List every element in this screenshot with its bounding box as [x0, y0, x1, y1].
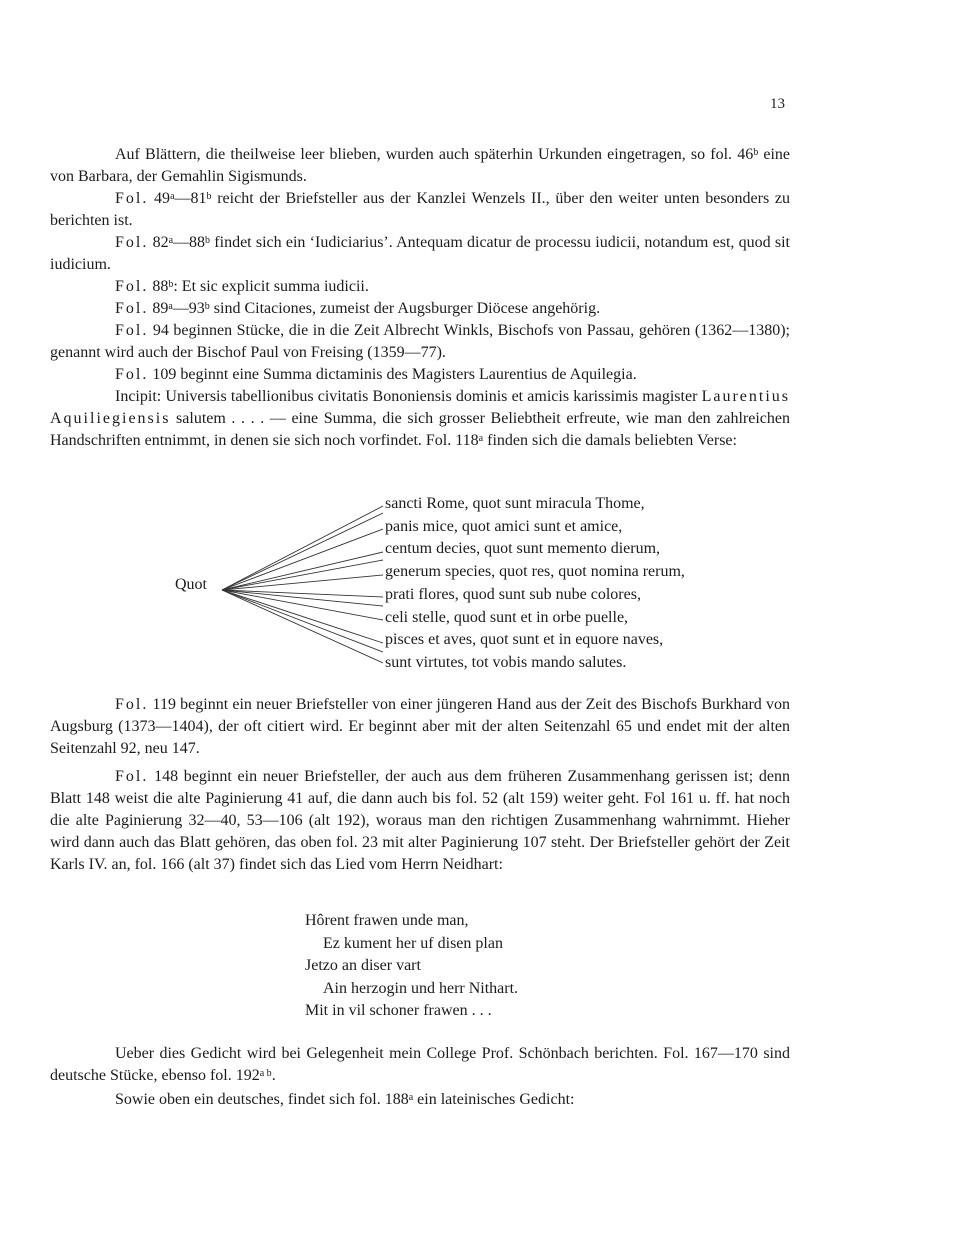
- paragraph-6: Fol. 94 beginnen Stücke, die in die Zeit Albrecht Winkls, Bischofs von Passau, gehören (1362—1380); genannt wird auch der Bischof Paul von Freising (1359—77).: [50, 322, 790, 361]
- body-text-middle: [50, 694, 790, 876]
- neidhart-poem: [305, 910, 518, 1023]
- poem-line: Jetzo an diser vart: [305, 957, 421, 974]
- page-number: 13: [770, 96, 785, 112]
- poem-line: Hôrent frawen unde man,: [305, 912, 469, 929]
- paragraph-7: Fol. 109 beginnt eine Summa dictaminis des Magisters Laurentius de Aquilegia.: [115, 366, 637, 383]
- paragraph-10: Fol. 148 beginnt ein neuer Briefsteller, der auch aus dem früheren Zusammenhang gerissen ist; denn Blatt 148 weist die alte Paginierung 41 auf, die dann auch bis fol. 52 (alt 159) weiter geht. Fol 161 u. ff. hat noch die alte Paginierung 32—40, 53—106 (alt 192), woraus man den richtigen Zusammenhang wahrnimmt. Hieher wird dann auch das Blatt gehören, das oben fol. 23 mit alter Paginierung 107 steht. Der Briefsteller gehört der Zeit Karls IV. an, fol. 166 (alt 37) findet sich das Lied vom Herrn Neidhart:: [50, 768, 790, 873]
- verse-line: generum species, quot res, quot nomina rerum,: [385, 563, 685, 581]
- paragraph-1: Auf Blättern, die theilweise leer blieben, wurden auch späterhin Urkunden eingetragen, so fol. 46$^b$ eine von Barbara, der Gemahlin Sigismunds.: [50, 146, 790, 185]
- poem-line: Ain herzogin und herr Nithart.: [323, 979, 519, 997]
- poem-line: Mit in vil schoner frawen . . .: [305, 1002, 492, 1019]
- paragraph-3: Fol. 82$^a$—88$^b$ findet sich ein ‘Iudiciarius’. Antequam dicatur de processu iudicii, notandum est, quod sit iudicium.: [50, 234, 790, 273]
- verse-list: [385, 493, 685, 675]
- verse-line: centum decies, quot sunt memento dierum,: [385, 540, 661, 558]
- paragraph-9: Fol. 119 beginnt ein neuer Briefsteller von einer jüngeren Hand aus der Zeit des Bischofs Burkhard von Augsburg (1373—1404), der oft citiert wird. Er beginnt aber mit der alten Seitenzahl 65 und endet mit der alten Seitenzahl 92, neu 147.: [50, 696, 790, 757]
- verse-line: pisces et aves, quot sunt et in equore naves,: [385, 631, 664, 649]
- paragraph-2: Fol. 49$^a$—81$^b$ reicht der Briefsteller aus der Kanzlei Wenzels II., über den weiter unten besonders zu berichten ist.: [50, 190, 791, 229]
- paragraph-11: Ueber dies Gedicht wird bei Gelegenheit mein College Prof. Schönbach berichten. Fol. 167—170 sind deutsche Stücke, ebenso fol. $192^{a b}$.: [50, 1045, 790, 1084]
- verse-lead-word: Quot: [175, 576, 207, 593]
- verse-line: prati flores, quod sunt sub nube colores,: [385, 585, 641, 603]
- verse-line: sunt virtutes, tot vobis mando salutes.: [385, 653, 627, 671]
- poem-line: Ez kument her uf disen plan: [323, 934, 503, 952]
- paragraph-12: Sowie oben ein deutsches, findet sich fol. 188$^a$ ein lateinisches Gedicht:: [115, 1091, 575, 1108]
- paragraph-4: Fol. 88$^b$: Et sic explicit summa iudicii.: [115, 278, 369, 295]
- paragraph-5: Fol. 89$^a$—93$^b$ sind Citaciones, zumeist der Augsburger Diöcese angehörig.: [115, 300, 601, 317]
- body-text-top: [50, 144, 790, 452]
- verse-line: sancti Rome, quot sunt miracula Thome,: [385, 495, 645, 512]
- body-text-bottom: [50, 1043, 790, 1111]
- verse-line: panis mice, quot amici sunt et amice,: [385, 517, 623, 535]
- paragraph-8: Incipit: Universis tabellionibus civitatis Bononiensis dominis et amicis karissimis magister Laurentius Aquiliegiensis salutem . . . . — eine Summa, die sich grosser Beliebtheit erfreute, wie man den zahlreichen Handschriften entnimmt, in denen sie sich noch vorfindet. Fol. 118$^a$ finden sich die damals beliebten Verse:: [50, 388, 790, 449]
- verse-line: celi stelle, quod sunt et in orbe puelle,: [385, 608, 629, 626]
